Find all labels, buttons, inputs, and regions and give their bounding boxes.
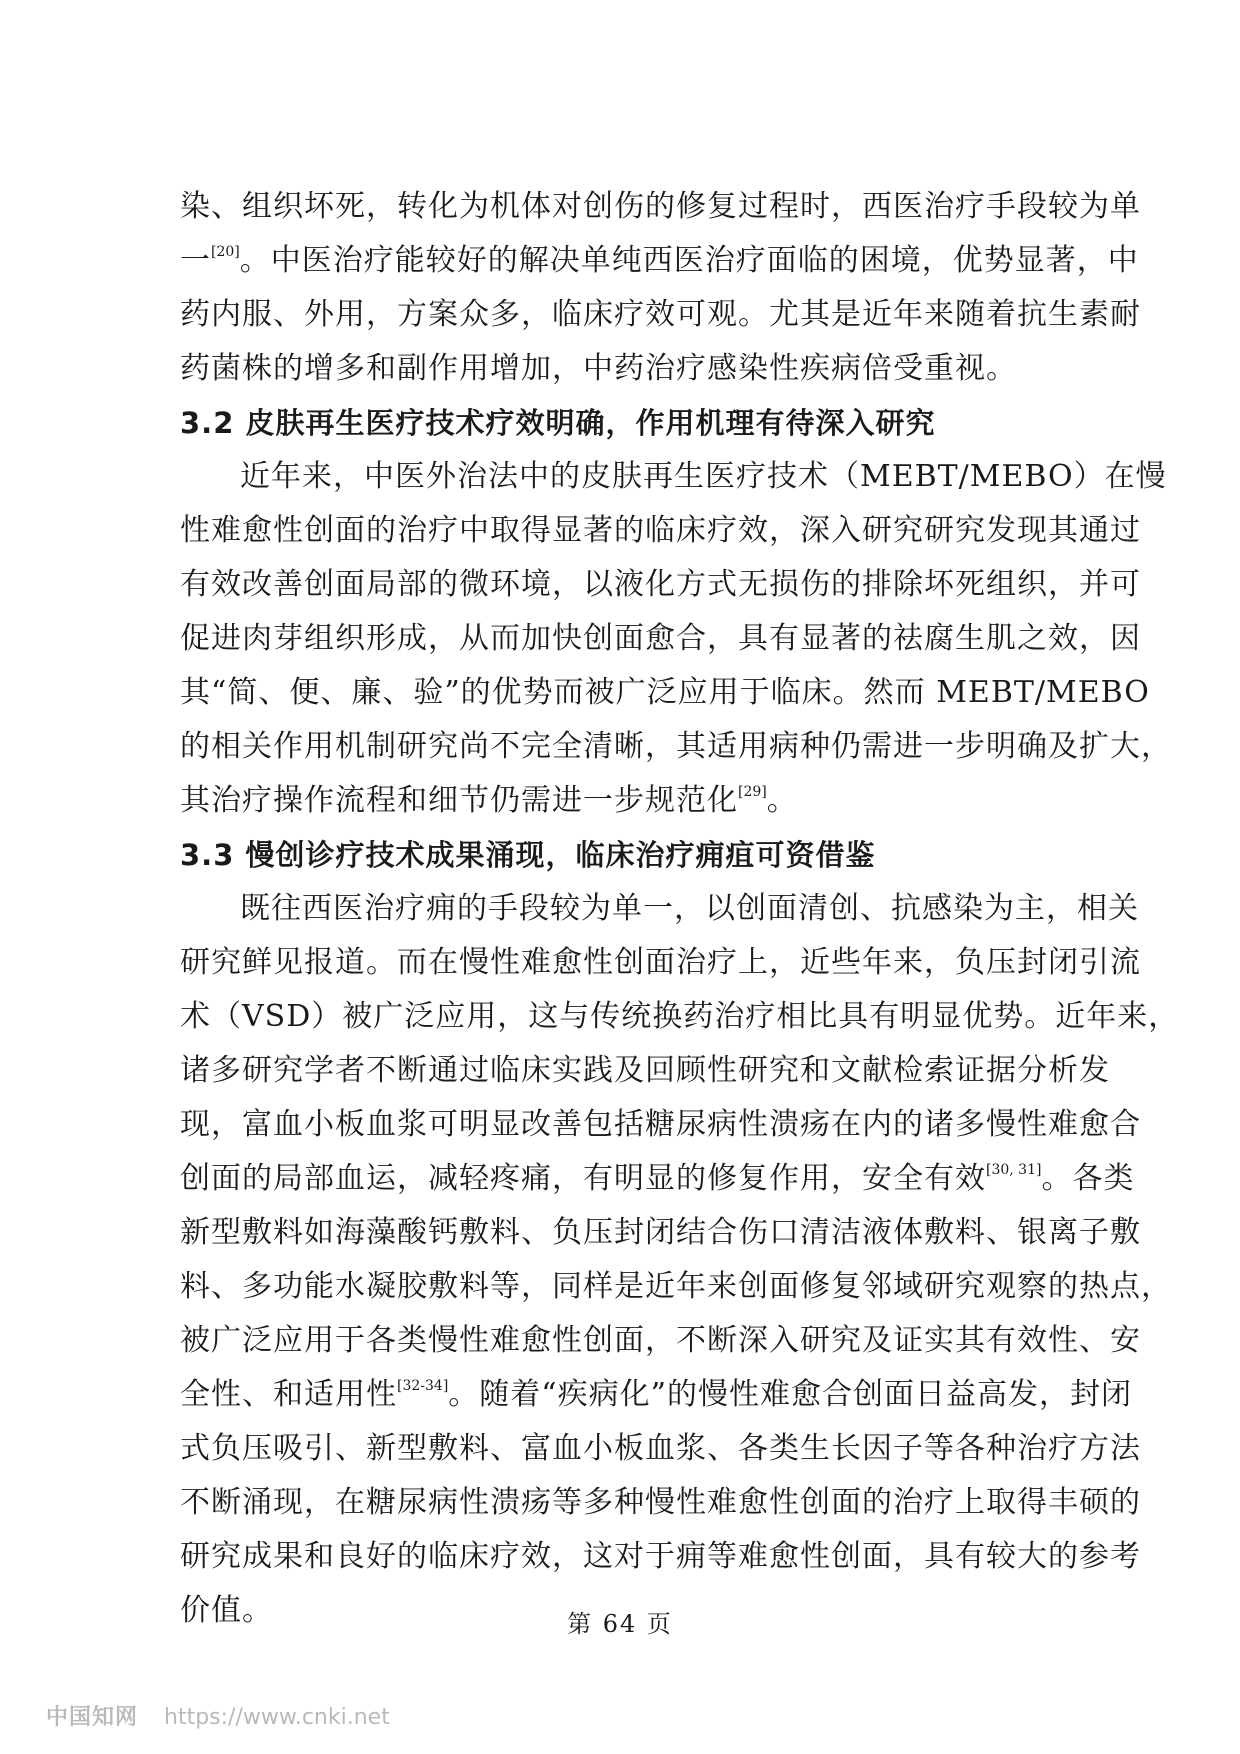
text-line xyxy=(180,936,1141,990)
citation-superscript: [20] xyxy=(211,244,240,260)
text-run: 染、组织坏死，转化为机体对创伤的修复过程时，西医治疗手段较为单 xyxy=(180,189,1141,224)
text-line xyxy=(180,504,1141,558)
text-run: 既往西医治疗痈的手段较为单一，以创面清创、抗感染为主，相关 xyxy=(240,891,1139,926)
text-line xyxy=(180,342,1085,396)
text-run: 研究成果和良好的临床疗效，这对于痈等难愈性创面，具有较大的参考 xyxy=(180,1539,1141,1574)
watermark-url: https://www.cnki.net xyxy=(164,1705,390,1730)
text-line xyxy=(180,558,1141,612)
text-line xyxy=(180,1098,1141,1152)
text-run: 有效改善创面局部的微环境，以液化方式无损伤的排除坏死组织，并可 xyxy=(180,567,1141,602)
text-run: 现，富血小板血浆可明显改善包括糖尿病性溃疡在内的诸多慢性难愈合 xyxy=(180,1107,1141,1142)
citation-superscript: [32-34] xyxy=(397,1378,449,1394)
text-line xyxy=(180,1368,1132,1422)
text-run: 被广泛应用于各类慢性难愈性创面，不断深入研究及证实其有效性、安 xyxy=(180,1323,1141,1358)
text-line xyxy=(180,1422,1141,1476)
text-run: 全性、和适用性 xyxy=(180,1377,397,1412)
text-run: 一 xyxy=(180,243,211,278)
text-line xyxy=(180,1206,1141,1260)
document-body xyxy=(180,180,1180,1638)
section-heading xyxy=(180,396,1085,450)
text-line xyxy=(180,1314,1141,1368)
text-line xyxy=(180,1260,1172,1314)
text-line xyxy=(180,1476,1141,1530)
text-run: 新型敷料如海藻酸钙敷料、负压封闭结合伤口清洁液体敷料、银离子敷 xyxy=(180,1215,1141,1250)
text-line xyxy=(180,990,1180,1044)
page-number: 第 64 页 xyxy=(567,1610,673,1638)
text-run: 药内服、外用，方案众多，临床疗效可观。尤其是近年来随着抗生素耐 xyxy=(180,297,1141,332)
text-run: 。 xyxy=(766,783,798,818)
text-run: 其治疗操作流程和细节仍需进一步规范化 xyxy=(180,783,738,818)
text-run: 近年来，中医外治法中的皮肤再生医疗技术（MEBT/MEBO）在慢 xyxy=(240,459,1167,494)
text-run: 3.3 慢创诊疗技术成果涌现，临床治疗痈疽可资借鉴 xyxy=(180,838,876,872)
text-run: 式负压吸引、新型敷料、富血小板血浆、各类生长因子等各种治疗方法 xyxy=(180,1431,1141,1466)
text-run: 料、多功能水凝胶敷料等，同样是近年来创面修复邻域研究观察的热点， xyxy=(180,1269,1172,1304)
text-run: 。各类 xyxy=(1041,1161,1135,1196)
text-run: 价值。 xyxy=(180,1593,273,1628)
text-line xyxy=(180,666,1150,720)
text-run: 的相关作用机制研究尚不完全清晰，其适用病种仍需进一步明确及扩大， xyxy=(180,729,1172,764)
text-run: 术（VSD）被广泛应用，这与传统换药治疗相比具有明显优势。近年来， xyxy=(180,999,1180,1034)
citation-superscript: [30, 31] xyxy=(986,1162,1042,1178)
text-run: 创面的局部血运，减轻疼痛，有明显的修复作用，安全有效 xyxy=(180,1161,986,1196)
text-line xyxy=(180,774,1085,828)
text-run: 其“简、便、廉、验”的优势而被广泛应用于临床。然而 MEBT/MEBO xyxy=(180,675,1150,710)
text-run: 。随着“疾病化”的慢性难愈合创面日益高发，封闭 xyxy=(448,1377,1132,1412)
text-run: 不断涌现，在糖尿病性溃疡等多种慢性难愈性创面的治疗上取得丰硕的 xyxy=(180,1485,1141,1520)
text-line xyxy=(180,1044,1110,1098)
watermark-brand: 中国知网 xyxy=(46,1705,139,1730)
text-line xyxy=(180,234,1139,288)
text-run: 药菌株的增多和副作用增加，中药治疗感染性疾病倍受重视。 xyxy=(180,351,1017,386)
cnki-watermark xyxy=(46,1700,390,1731)
text-run: 研究鲜见报道。而在慢性难愈性创面治疗上，近些年来，负压封闭引流 xyxy=(180,945,1141,980)
text-line xyxy=(180,180,1141,234)
text-line xyxy=(180,450,1167,504)
text-line xyxy=(180,1152,1135,1206)
text-line xyxy=(180,720,1172,774)
text-line xyxy=(180,288,1141,342)
text-run: 促进肉芽组织形成，从而加快创面愈合，具有显著的祛腐生肌之效，因 xyxy=(180,621,1141,656)
text-run: 。中医治疗能较好的解决单纯西医治疗面临的困境，优势显著，中 xyxy=(239,243,1139,278)
text-run: 诸多研究学者不断通过临床实践及回顾性研究和文献检索证据分析发 xyxy=(180,1053,1110,1088)
citation-superscript: [29] xyxy=(738,784,767,800)
text-line xyxy=(180,612,1141,666)
section-heading xyxy=(180,828,1085,882)
text-line xyxy=(180,882,1139,936)
text-run: 3.2 皮肤再生医疗技术疗效明确，作用机理有待深入研究 xyxy=(180,406,936,440)
text-run: 性难愈性创面的治疗中取得显著的临床疗效，深入研究研究发现其通过 xyxy=(180,513,1141,548)
text-line xyxy=(180,1530,1141,1584)
